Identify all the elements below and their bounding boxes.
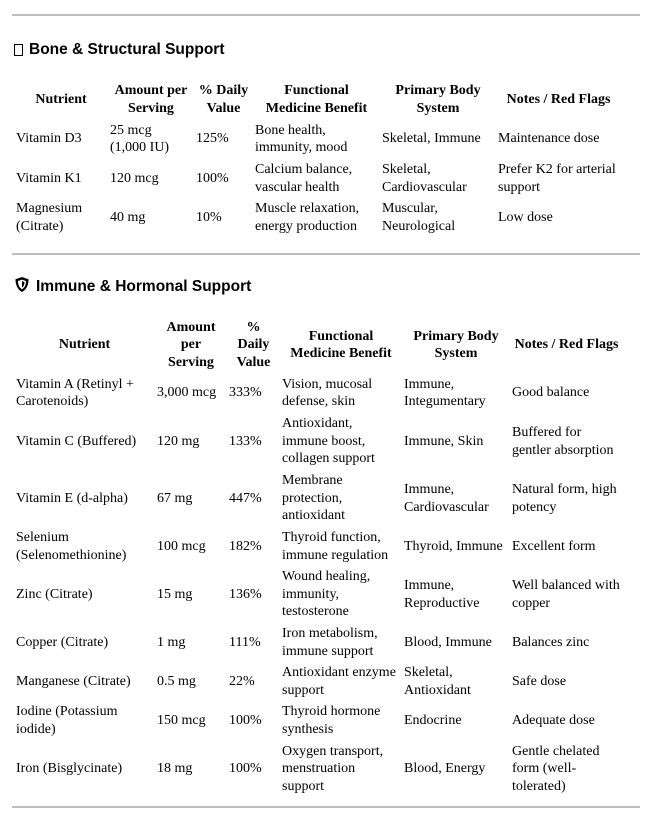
cell-nutrient: Copper (Citrate) — [16, 634, 109, 650]
cell-notes: Buffered for gentler absorption — [512, 425, 614, 458]
col-header-notes: Notes / Red Flags — [514, 337, 619, 353]
cell-benefit: Antioxidant, immune boost, collagen support — [282, 416, 375, 467]
col-header-daily-value: % Daily Value — [198, 83, 249, 116]
cell-benefit: Thyroid function, immune regulation — [282, 530, 389, 563]
cell-amount: 25 mcg (1,000 IU) — [110, 122, 170, 155]
cell-notes: Well balanced with copper — [512, 578, 620, 611]
cell-body-system: Skeletal, Cardiovascular — [382, 162, 467, 195]
cell-notes: Natural form, high potency — [512, 482, 617, 515]
immune-support-table — [14, 317, 623, 798]
top-divider — [12, 14, 640, 16]
col-header-nutrient: Nutrient — [35, 91, 87, 107]
cell-benefit: Muscle relaxation, energy production — [255, 201, 360, 234]
bottom-divider — [12, 806, 640, 808]
cell-daily-value: 447% — [229, 490, 262, 506]
cell-notes: Safe dose — [512, 673, 567, 689]
cell-body-system: Thyroid, Immune — [404, 538, 503, 554]
table-row — [14, 527, 623, 566]
cell-benefit: Oxygen transport, menstruation support — [282, 743, 384, 794]
section-heading-immune — [14, 276, 251, 298]
cell-benefit: Calcium balance, vascular health — [255, 162, 353, 195]
cell-body-system: Immune, Reproductive — [404, 578, 480, 611]
table-row — [14, 373, 623, 413]
cell-nutrient: Vitamin A (Retinyl + Carotenoids) — [16, 376, 134, 409]
col-header-amount: Amount per Serving — [166, 319, 216, 370]
cell-nutrient: Vitamin D3 — [16, 131, 82, 147]
cell-body-system: Blood, Immune — [404, 634, 492, 650]
cell-benefit: Vision, mucosal defense, skin — [282, 376, 373, 409]
cell-amount: 18 mg — [157, 761, 193, 777]
cell-amount: 15 mg — [157, 586, 193, 602]
cell-amount: 150 mcg — [157, 712, 206, 728]
cell-body-system: Skeletal, Immune — [382, 131, 481, 147]
cell-nutrient: Zinc (Citrate) — [16, 586, 93, 602]
cell-amount: 100 mcg — [157, 538, 206, 554]
section-heading-bone — [14, 41, 224, 59]
bone-support-table — [14, 80, 621, 237]
cell-notes: Maintenance dose — [498, 131, 600, 147]
cell-body-system: Immune, Skin — [404, 433, 484, 449]
cell-nutrient: Vitamin C (Buffered) — [16, 433, 137, 449]
cell-amount: 1 mg — [157, 634, 186, 650]
cell-notes: Excellent form — [512, 538, 596, 554]
table-header-row — [14, 317, 623, 373]
cell-daily-value: 22% — [229, 673, 255, 689]
cell-daily-value: 111% — [229, 634, 261, 650]
cell-body-system: Blood, Energy — [404, 761, 486, 777]
cell-notes: Gentle chelated form (well-tolerated) — [512, 743, 600, 794]
table-row — [14, 198, 621, 237]
cell-nutrient: Vitamin K1 — [16, 170, 82, 186]
cell-amount: 0.5 mg — [157, 673, 196, 689]
cell-body-system: Skeletal, Antioxidant — [404, 665, 471, 698]
cell-body-system: Muscular, Neurological — [382, 201, 456, 234]
cell-daily-value: 10% — [196, 209, 222, 225]
cell-notes: Adequate dose — [512, 712, 595, 728]
cell-daily-value: 100% — [196, 170, 229, 186]
table-row — [14, 701, 623, 740]
cell-nutrient: Manganese (Citrate) — [16, 673, 131, 689]
cell-daily-value: 100% — [229, 761, 262, 777]
cell-daily-value: 333% — [229, 385, 262, 401]
col-header-body-system: Primary Body System — [413, 328, 499, 361]
cell-notes: Low dose — [498, 209, 553, 225]
cell-daily-value: 125% — [196, 131, 229, 147]
cell-notes: Balances zinc — [512, 634, 590, 650]
table-row — [14, 740, 623, 798]
cell-benefit: Iron metabolism, immune support — [282, 626, 378, 659]
cell-daily-value: 136% — [229, 586, 262, 602]
cell-body-system: Immune, Cardiovascular — [404, 482, 489, 515]
cell-nutrient: Vitamin E (d-alpha) — [16, 490, 128, 506]
table-row — [14, 159, 621, 198]
cell-nutrient: Selenium (Selenomethionine) — [16, 530, 127, 563]
cell-nutrient: Iodine (Potassium iodide) — [16, 704, 118, 737]
cell-notes: Prefer K2 for arterial support — [498, 162, 616, 195]
cell-notes: Good balance — [512, 385, 590, 401]
col-header-body-system: Primary Body System — [395, 83, 481, 116]
cell-benefit: Thyroid hormone synthesis — [282, 704, 381, 737]
col-header-benefit: Functional Medicine Benefit — [290, 328, 392, 361]
col-header-amount: Amount per Serving — [114, 83, 188, 116]
col-header-benefit: Functional Medicine Benefit — [265, 83, 368, 116]
col-header-nutrient: Nutrient — [58, 337, 111, 353]
cell-benefit: Wound healing, immunity, testosterone — [282, 569, 371, 620]
table-row — [14, 566, 623, 623]
cell-amount: 120 mcg — [110, 170, 159, 186]
cell-amount: 40 mg — [110, 209, 146, 225]
section-title: Bone & Structural Support — [29, 41, 225, 58]
box-icon — [14, 44, 23, 56]
table-row — [14, 623, 623, 662]
cell-daily-value: 100% — [229, 712, 262, 728]
cell-daily-value: 182% — [229, 538, 262, 554]
table-row — [14, 119, 621, 159]
cell-amount: 67 mg — [157, 490, 193, 506]
cell-body-system: Immune, Integumentary — [404, 376, 486, 409]
table-row — [14, 413, 623, 470]
cell-benefit: Membrane protection, antioxidant — [282, 473, 345, 524]
table-row — [14, 662, 623, 701]
col-header-notes: Notes / Red Flags — [506, 91, 611, 107]
cell-benefit: Bone health, immunity, mood — [255, 122, 348, 155]
cell-amount: 3,000 mcg — [157, 385, 217, 401]
cell-body-system: Endocrine — [404, 712, 462, 728]
section-title: Immune & Hormonal Support — [36, 278, 252, 295]
cell-daily-value: 133% — [229, 433, 262, 449]
cell-nutrient: Iron (Bisglycinate) — [16, 761, 123, 777]
cell-benefit: Antioxidant enzyme support — [282, 665, 396, 698]
col-header-daily-value: % Daily Value — [236, 319, 271, 370]
table-row — [14, 470, 623, 527]
cell-nutrient: Magnesium (Citrate) — [16, 201, 83, 234]
cell-amount: 120 mg — [157, 433, 200, 449]
shield-icon — [14, 276, 30, 298]
table-header-row — [14, 80, 621, 119]
section-divider — [12, 253, 640, 255]
